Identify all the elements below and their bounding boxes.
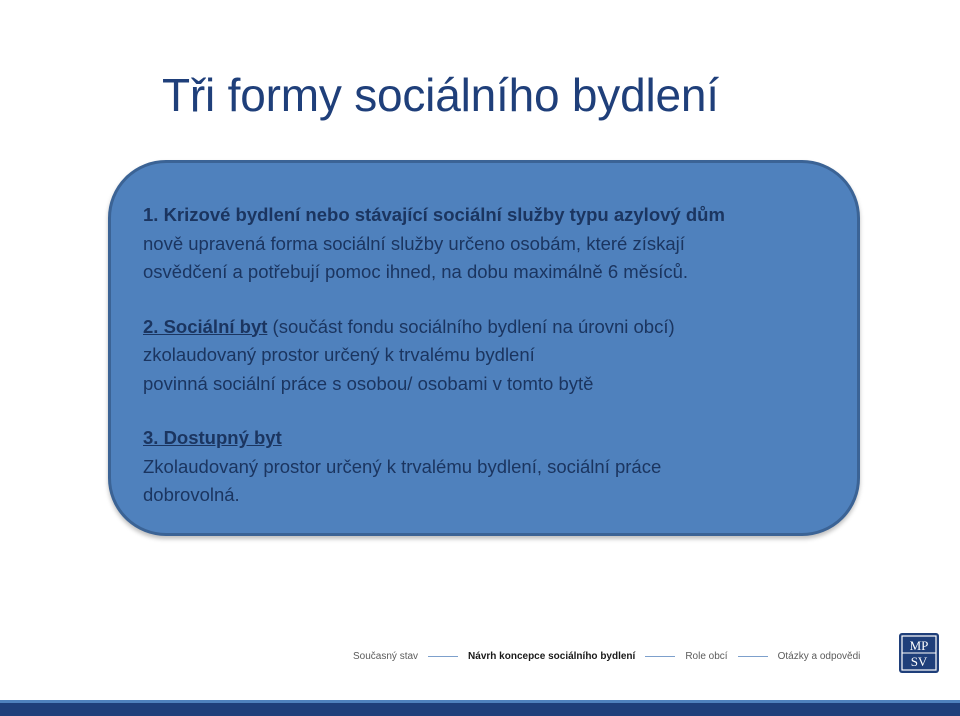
nav-item-housing-concept[interactable]: Návrh koncepce sociálního bydlení xyxy=(468,650,636,662)
item-3-heading: 3. Dostupný byt xyxy=(143,427,282,448)
nav-item-faq[interactable]: Otázky a odpovědi xyxy=(777,650,861,662)
item-social-flat xyxy=(143,313,803,399)
logo-text-top: MP xyxy=(909,638,929,653)
item-2-line-2: zkolaudovaný prostor určený k trvalému bydlení xyxy=(143,344,535,365)
nav-separator xyxy=(738,656,768,657)
item-2-heading-line xyxy=(143,313,803,342)
content-text xyxy=(143,201,803,510)
item-1-heading: 1. Krizové bydlení nebo stávající sociální služby typu azylový dům xyxy=(143,204,725,225)
item-1-line-3: osvědčení a potřebují pomoc ihned, na dobu maximálně 6 měsíců. xyxy=(143,261,689,282)
footer-bar xyxy=(0,700,960,716)
item-3-line-2: Zkolaudovaný prostor určený k trvalému bydlení, sociální práce xyxy=(143,455,662,477)
item-2-heading: 2. Sociální byt xyxy=(143,315,268,337)
logo-text-bottom: SV xyxy=(910,654,928,669)
nav-separator xyxy=(428,656,458,657)
item-2-line-3: povinná sociální práce s osobou/ osobami v tomto bytě xyxy=(143,372,594,394)
nav-item-current-state[interactable]: Současný stav xyxy=(353,650,419,662)
item-2-heading-rest: (součást fondu sociálního bydlení na úrovni obcí) xyxy=(267,315,675,337)
footer-navigation xyxy=(353,649,860,663)
mpsv-logo-icon xyxy=(899,633,939,673)
nav-item-municipality-role[interactable]: Role obcí xyxy=(685,650,728,662)
footer-bar-accent xyxy=(0,700,960,703)
item-crisis-housing xyxy=(143,201,803,287)
item-3-line-3: dobrovolná. xyxy=(143,484,240,505)
slide-title: Tři formy sociálního bydlení xyxy=(162,69,719,121)
item-1-line-2: nově upravená forma sociální služby určeno osobám, které získají xyxy=(143,232,685,254)
item-affordable-flat xyxy=(143,424,803,510)
nav-separator xyxy=(645,656,675,657)
